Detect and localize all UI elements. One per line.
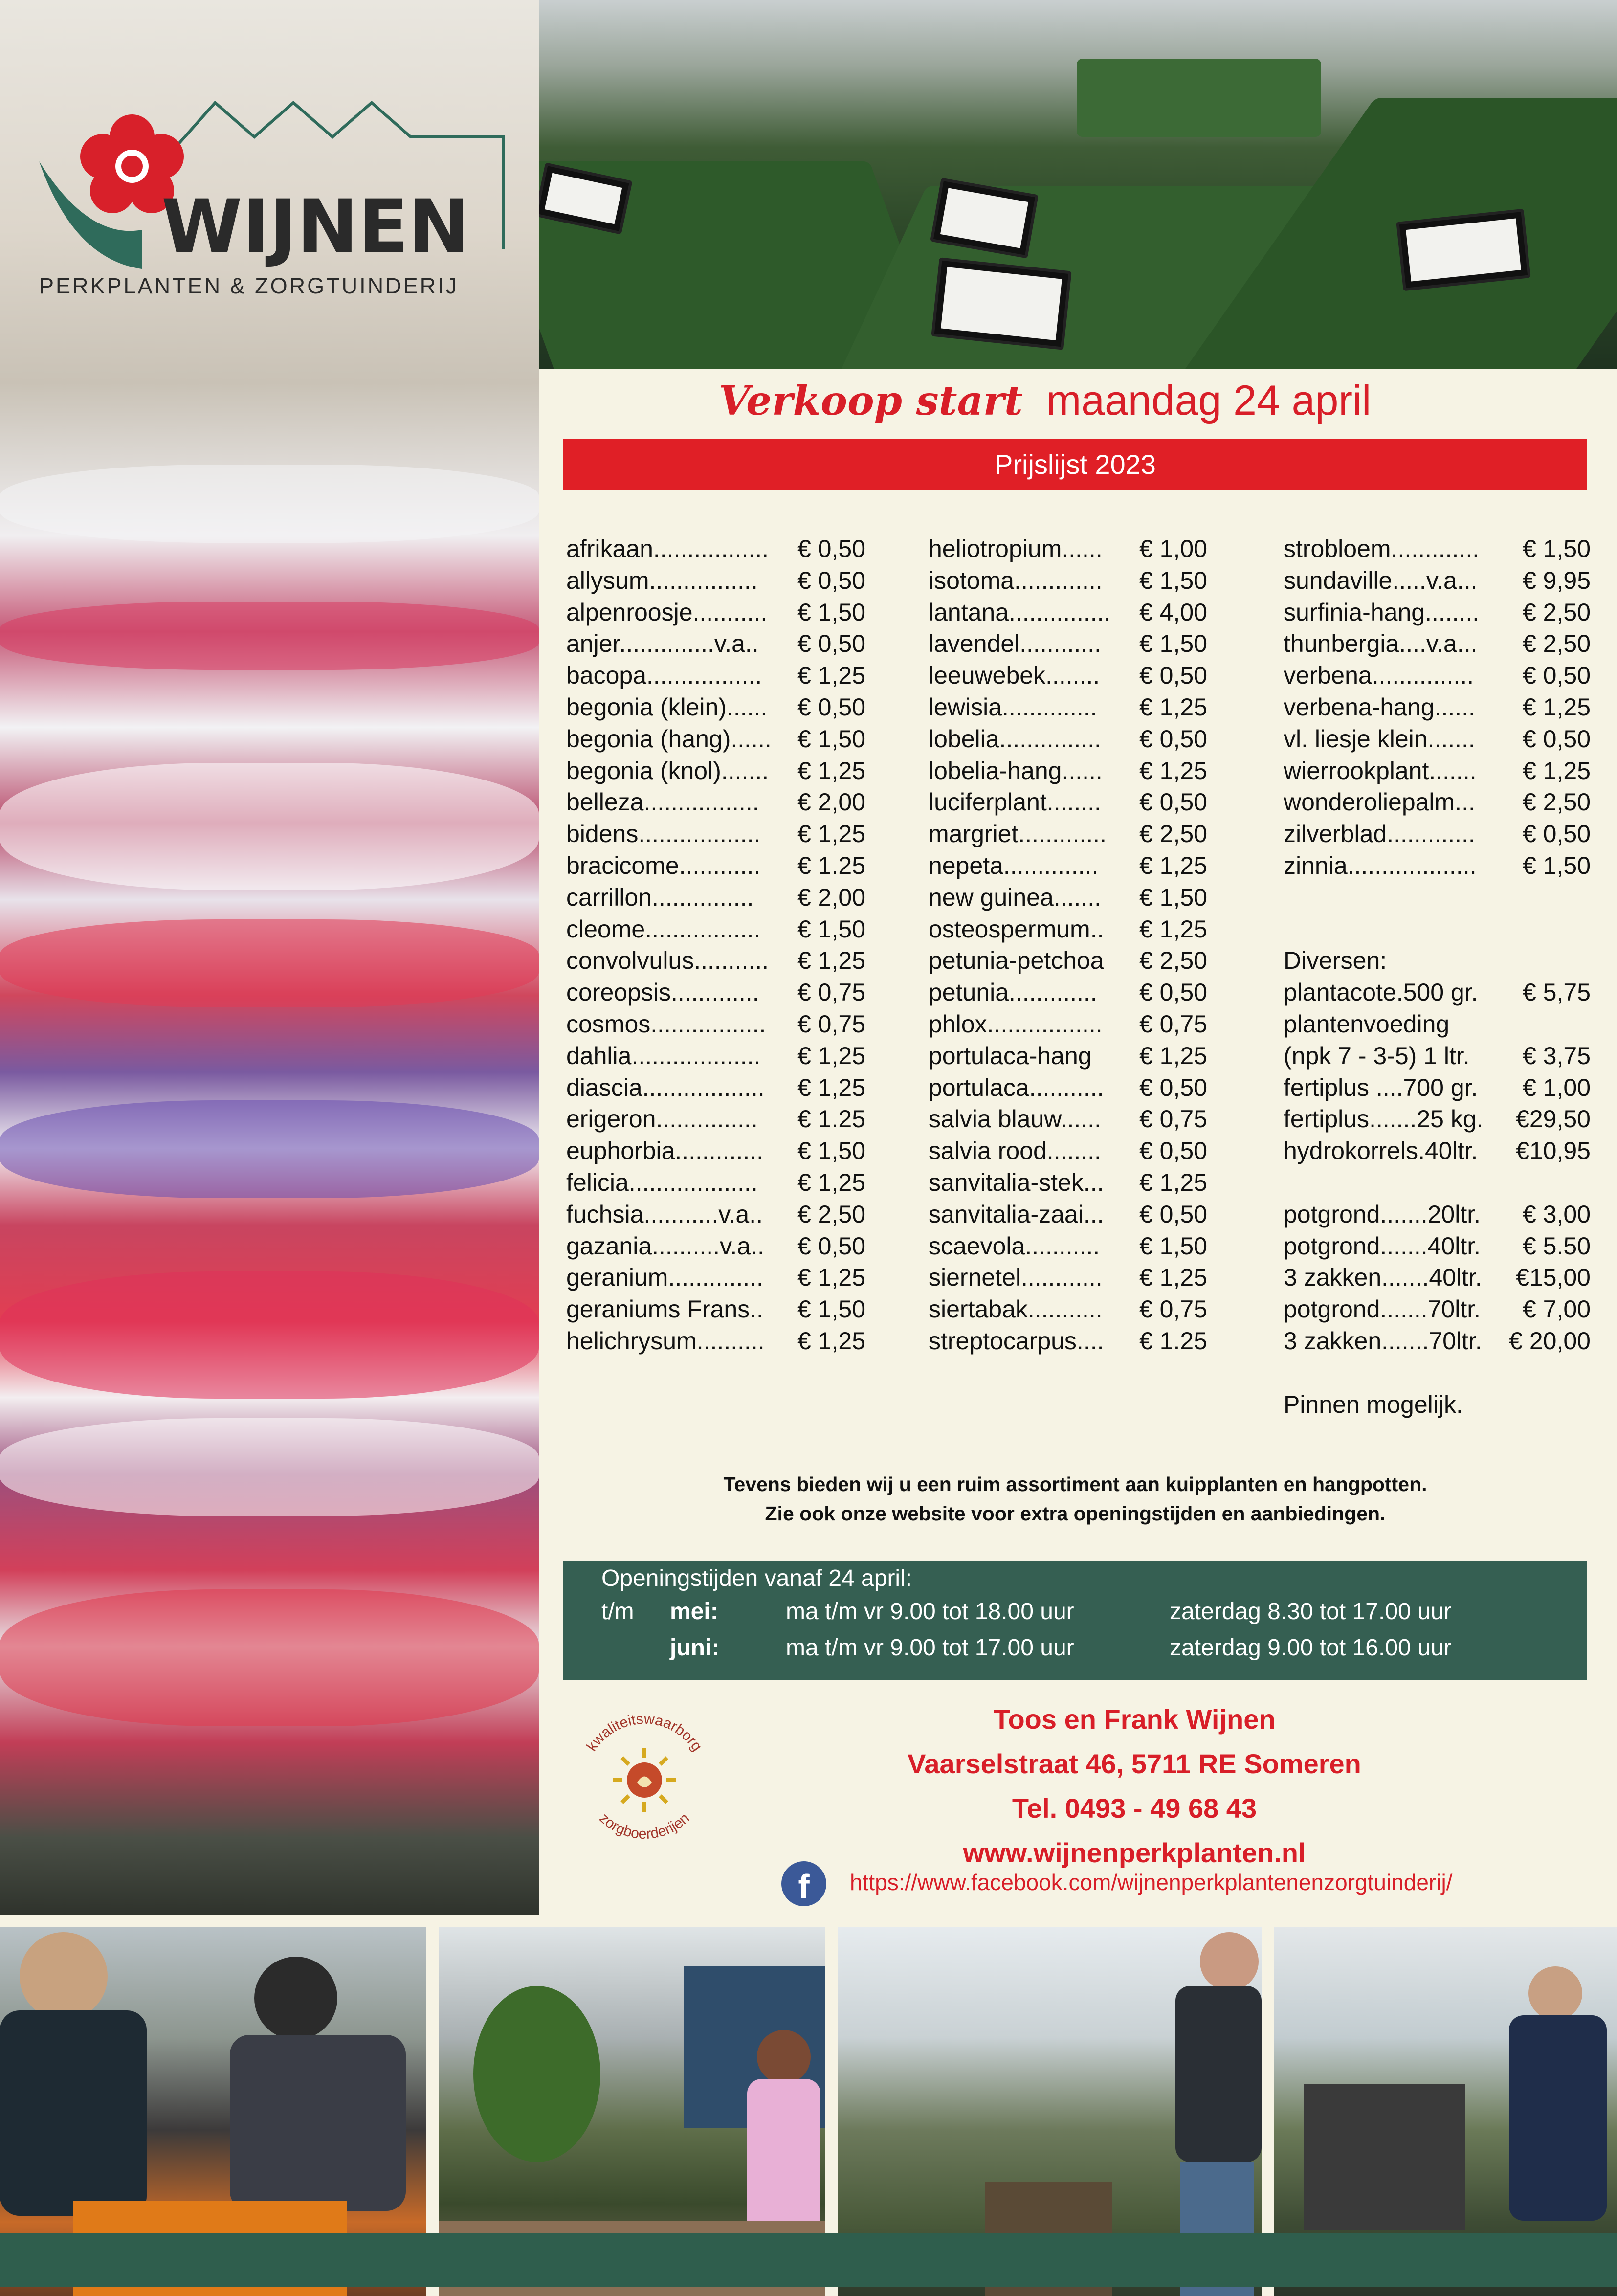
plant-price: € 1,25 bbox=[797, 1327, 865, 1355]
plant-name: coreopsis............. bbox=[566, 979, 759, 1006]
plant-name: euphorbia............. bbox=[566, 1137, 764, 1165]
plant-price: € 5.50 bbox=[1522, 1232, 1591, 1260]
plant-price: € 7,00 bbox=[1522, 1295, 1591, 1323]
plant-price: € 1,50 bbox=[1139, 883, 1207, 911]
plant-name: potgrond.......20ltr. bbox=[1284, 1200, 1481, 1228]
plant-name: begonia (klein)...... bbox=[566, 693, 768, 721]
facebook-link[interactable]: https://www.facebook.com/wijnenperkplantenenzorgtuinderij/ bbox=[850, 1870, 1453, 1895]
plant-price: € 0,50 bbox=[1139, 788, 1207, 816]
plant-name: leeuwebek........ bbox=[929, 662, 1100, 690]
plant-name: fertiplus ....700 gr. bbox=[1284, 1073, 1478, 1101]
plant-price: € 2,00 bbox=[797, 883, 865, 911]
price-row bbox=[566, 628, 865, 660]
facebook-icon[interactable]: f bbox=[781, 1861, 826, 1906]
month-june: juni: bbox=[670, 1635, 720, 1661]
phone-number: Tel. 0493 - 49 68 43 bbox=[1012, 1793, 1257, 1824]
plant-name: portulaca........... bbox=[929, 1073, 1104, 1101]
price-row bbox=[929, 1008, 1207, 1040]
may-saturday-hours: zaterdag 8.30 tot 17.00 uur bbox=[1170, 1599, 1452, 1625]
plant-name: bracicome............ bbox=[566, 851, 761, 879]
price-row bbox=[1284, 1389, 1591, 1421]
price-row bbox=[929, 1072, 1207, 1104]
plant-price: € 1,25 bbox=[1139, 757, 1207, 784]
plant-name: sanvitalia-zaai... bbox=[929, 1200, 1104, 1228]
plant-price: € 0,50 bbox=[797, 566, 865, 594]
plant-name: geraniums Frans.. bbox=[566, 1295, 763, 1323]
sale-start-date: maandag 24 april bbox=[1046, 377, 1372, 424]
price-row bbox=[1284, 818, 1591, 850]
price-row bbox=[1284, 882, 1591, 914]
plant-price: € 1,25 bbox=[797, 757, 865, 784]
price-row bbox=[929, 1167, 1207, 1199]
plant-name: diascia.................. bbox=[566, 1073, 765, 1101]
plant-name: siertabak........... bbox=[929, 1295, 1103, 1323]
plant-price: € 0,50 bbox=[797, 693, 865, 721]
plant-price: € 1,50 bbox=[1139, 566, 1207, 594]
plant-name: nepeta.............. bbox=[929, 851, 1099, 879]
plant-name: streptocarpus.... bbox=[929, 1327, 1104, 1355]
price-row bbox=[929, 1325, 1207, 1357]
plant-price: € 0,50 bbox=[1139, 1200, 1207, 1228]
quality-badge-icon bbox=[566, 1702, 723, 1858]
price-row bbox=[1284, 1325, 1591, 1357]
price-row bbox=[1284, 723, 1591, 755]
plant-name: verbena............... bbox=[1284, 662, 1474, 690]
plant-price: € 5,75 bbox=[1522, 979, 1591, 1006]
plant-price: € 0,50 bbox=[1139, 1137, 1207, 1165]
plant-name: wonderoliepalm... bbox=[1284, 788, 1475, 816]
price-row bbox=[1284, 597, 1591, 628]
price-row bbox=[1284, 850, 1591, 882]
plant-name: allysum................ bbox=[566, 566, 758, 594]
price-row bbox=[566, 1167, 865, 1199]
plant-sign bbox=[1396, 209, 1530, 291]
plant-name: new guinea....... bbox=[929, 883, 1102, 911]
plant-name: portulaca-hang bbox=[929, 1042, 1092, 1070]
month-may: mei: bbox=[670, 1599, 718, 1625]
price-row bbox=[1284, 628, 1591, 660]
price-row bbox=[929, 1040, 1207, 1072]
price-row bbox=[566, 818, 865, 850]
website-link[interactable]: www.wijnenperkplanten.nl bbox=[963, 1837, 1306, 1868]
price-row bbox=[929, 977, 1207, 1008]
plant-price: € 3,00 bbox=[1522, 1200, 1591, 1228]
june-saturday-hours: zaterdag 9.00 tot 16.00 uur bbox=[1170, 1635, 1452, 1661]
plant-name: isotoma............. bbox=[929, 566, 1103, 594]
plant-price: € 1,50 bbox=[1522, 535, 1591, 562]
price-row bbox=[1284, 786, 1591, 818]
plant-price: € 2,50 bbox=[1522, 788, 1591, 816]
plant-name: helichrysum.......... bbox=[566, 1327, 765, 1355]
plant-price: € 1,25 bbox=[797, 1073, 865, 1101]
plant-name: anjer..............v.a.. bbox=[566, 630, 759, 658]
plant-price: € 1,25 bbox=[797, 947, 865, 975]
plant-price: € 1,50 bbox=[797, 598, 865, 626]
price-row bbox=[566, 597, 865, 628]
plant-name: alpenroosje........... bbox=[566, 598, 768, 626]
plant-price: € 0,75 bbox=[1139, 1105, 1207, 1133]
price-row bbox=[1284, 533, 1591, 565]
plant-name: scaevola........... bbox=[929, 1232, 1100, 1260]
plant-name: fertiplus.......25 kg. bbox=[1284, 1105, 1484, 1133]
footer-bar bbox=[0, 2233, 1617, 2287]
plant-name: petunia-petchoa bbox=[929, 947, 1104, 975]
price-row bbox=[566, 723, 865, 755]
plant-price: € 1,25 bbox=[797, 662, 865, 690]
plant-name: zinnia................... bbox=[1284, 851, 1477, 879]
price-row bbox=[1284, 1167, 1591, 1199]
red-flower-bed-2 bbox=[0, 1589, 539, 1726]
plant-name: sundaville.....v.a... bbox=[1284, 566, 1478, 594]
price-row bbox=[566, 1262, 865, 1293]
price-row bbox=[566, 660, 865, 691]
plant-price: € 1,00 bbox=[1139, 535, 1207, 562]
plant-name: bidens.................. bbox=[566, 820, 761, 848]
plant-price: € 3,75 bbox=[1522, 1042, 1591, 1070]
price-row bbox=[566, 1008, 865, 1040]
opening-hours-prefix: t/m bbox=[601, 1599, 634, 1625]
price-row bbox=[1284, 1293, 1591, 1325]
plant-name: plantenvoeding bbox=[1284, 1010, 1450, 1038]
price-row bbox=[1284, 1072, 1591, 1104]
plant-name: salvia blauw...... bbox=[929, 1105, 1101, 1133]
june-weekday-hours: ma t/m vr 9.00 tot 17.00 uur bbox=[786, 1635, 1074, 1661]
white-flower-bed bbox=[0, 763, 539, 890]
plant-name: belleza................. bbox=[566, 788, 759, 816]
price-row bbox=[929, 914, 1207, 945]
price-row bbox=[929, 1103, 1207, 1135]
magenta-flower-bed bbox=[0, 1271, 539, 1399]
price-row bbox=[566, 1135, 865, 1167]
price-row bbox=[1284, 1008, 1591, 1040]
plant-price: € 2,50 bbox=[1522, 630, 1591, 658]
plant-name: phlox................. bbox=[929, 1010, 1103, 1038]
plant-price: € 1,25 bbox=[1522, 693, 1591, 721]
plant-price: € 0,50 bbox=[1522, 820, 1591, 848]
plant-price: € 0,50 bbox=[1522, 725, 1591, 753]
plant-price: € 1,25 bbox=[1139, 1168, 1207, 1196]
plant-name: lewisia.............. bbox=[929, 693, 1097, 721]
plant-price: € 2,50 bbox=[1139, 947, 1207, 975]
plant-price: € 1,25 bbox=[1139, 851, 1207, 879]
plant-name: sanvitalia-stek... bbox=[929, 1168, 1104, 1196]
plant-name: bacopa................. bbox=[566, 662, 762, 690]
price-row bbox=[566, 882, 865, 914]
plant-name: fuchsia...........v.a.. bbox=[566, 1200, 763, 1228]
wijnen-logo bbox=[29, 83, 509, 308]
brand-name: WIJNEN bbox=[161, 184, 470, 269]
brand-tagline: PERKPLANTEN & ZORGTUINDERIJ bbox=[39, 273, 459, 298]
plant-sign bbox=[931, 257, 1071, 350]
pink-petunias bbox=[0, 602, 539, 670]
plant-price: € 0,75 bbox=[1139, 1010, 1207, 1038]
plant-price: € 4,00 bbox=[1139, 598, 1207, 626]
greenhouse-photo bbox=[539, 0, 1617, 369]
plant-name: verbena-hang...... bbox=[1284, 693, 1475, 721]
plant-price: € 2,50 bbox=[1139, 820, 1207, 848]
assortment-info bbox=[563, 1470, 1587, 1528]
price-row bbox=[1284, 1199, 1591, 1230]
plant-price: € 0,50 bbox=[1139, 1073, 1207, 1101]
plant-price: € 0,50 bbox=[1139, 662, 1207, 690]
price-row bbox=[566, 977, 865, 1008]
plant-price: € 2,50 bbox=[1522, 598, 1591, 626]
price-column-2 bbox=[929, 533, 1207, 1357]
price-row bbox=[929, 1262, 1207, 1293]
price-row bbox=[1284, 914, 1591, 945]
price-row bbox=[566, 1230, 865, 1262]
plant-name: vl. liesje klein....... bbox=[1284, 725, 1475, 753]
plant-name: afrikaan................. bbox=[566, 535, 769, 562]
price-row bbox=[1284, 1103, 1591, 1135]
price-row bbox=[929, 850, 1207, 882]
plant-price: €15,00 bbox=[1516, 1264, 1591, 1292]
plant-name: thunbergia....v.a... bbox=[1284, 630, 1478, 658]
price-row bbox=[1284, 565, 1591, 597]
plant-name: cleome................. bbox=[566, 915, 761, 943]
plant-price: € 1,50 bbox=[797, 725, 865, 753]
sale-start-label: Verkoop start bbox=[719, 378, 1023, 424]
plant-price: € 1,25 bbox=[797, 1042, 865, 1070]
price-row bbox=[1284, 660, 1591, 691]
plant-name: begonia (knol)....... bbox=[566, 757, 769, 784]
price-row bbox=[929, 660, 1207, 691]
price-list-banner: Prijslijst 2023 bbox=[563, 439, 1587, 490]
plant-name: cosmos................. bbox=[566, 1010, 766, 1038]
white-flower-bed-2 bbox=[0, 1418, 539, 1516]
price-row bbox=[929, 723, 1207, 755]
price-row bbox=[929, 786, 1207, 818]
plant-price: € 1,25 bbox=[1139, 1264, 1207, 1292]
plant-name: salvia rood........ bbox=[929, 1137, 1101, 1165]
price-row bbox=[566, 850, 865, 882]
price-row bbox=[566, 1325, 865, 1357]
price-row bbox=[1284, 1040, 1591, 1072]
plant-price: €29,50 bbox=[1516, 1105, 1591, 1133]
price-row bbox=[566, 945, 865, 977]
plant-price: €10,95 bbox=[1516, 1137, 1591, 1165]
price-row bbox=[929, 818, 1207, 850]
plant-price: € 2,50 bbox=[797, 1200, 865, 1228]
plant-price: € 9,95 bbox=[1522, 566, 1591, 594]
plant-name: Diversen: bbox=[1284, 947, 1387, 975]
price-row bbox=[566, 533, 865, 565]
price-row bbox=[566, 914, 865, 945]
price-row bbox=[929, 691, 1207, 723]
red-flower-bed bbox=[0, 919, 539, 1007]
plant-price: € 1,50 bbox=[797, 1295, 865, 1323]
plant-name: convolvulus........... bbox=[566, 947, 769, 975]
price-row bbox=[1284, 945, 1591, 977]
price-row bbox=[1284, 1230, 1591, 1262]
price-row bbox=[566, 1040, 865, 1072]
plant-name: petunia............. bbox=[929, 979, 1097, 1006]
plant-name: geranium.............. bbox=[566, 1264, 763, 1292]
plant-price: € 0,50 bbox=[797, 535, 865, 562]
price-row bbox=[929, 565, 1207, 597]
price-row bbox=[566, 755, 865, 787]
info-line: Zie ook onze website voor extra openingstijden en aanbiedingen. bbox=[765, 1502, 1386, 1525]
price-row bbox=[1284, 1262, 1591, 1293]
white-petunias bbox=[0, 465, 539, 543]
plant-price: € 1,50 bbox=[1522, 851, 1591, 879]
plant-name: siernetel............ bbox=[929, 1264, 1103, 1292]
plant-name: 3 zakken.......40ltr. bbox=[1284, 1264, 1482, 1292]
purple-flower-bed bbox=[0, 1100, 539, 1198]
plant-name: lobelia-hang...... bbox=[929, 757, 1103, 784]
plant-price: € 20,00 bbox=[1509, 1327, 1591, 1355]
price-column-1 bbox=[566, 533, 865, 1357]
plant-price: € 1,25 bbox=[1139, 915, 1207, 943]
price-row bbox=[566, 691, 865, 723]
price-row bbox=[929, 1230, 1207, 1262]
price-row bbox=[566, 565, 865, 597]
price-row bbox=[929, 755, 1207, 787]
plant-price: € 1,25 bbox=[797, 1168, 865, 1196]
plant-name: dahlia................... bbox=[566, 1042, 761, 1070]
plant-name: wierrookplant....... bbox=[1284, 757, 1477, 784]
plant-price: € 2,00 bbox=[797, 788, 865, 816]
plant-name: strobloem............. bbox=[1284, 535, 1480, 562]
plant-price: € 1,25 bbox=[797, 1264, 865, 1292]
plant-price: € 0,75 bbox=[1139, 1295, 1207, 1323]
plant-name: lavendel............ bbox=[929, 630, 1101, 658]
plant-name: heliotropium...... bbox=[929, 535, 1103, 562]
may-weekday-hours: ma t/m vr 9.00 tot 18.00 uur bbox=[786, 1599, 1074, 1625]
plant-price: € 0,50 bbox=[1522, 662, 1591, 690]
plant-price: € 1.25 bbox=[1139, 1327, 1207, 1355]
price-row bbox=[929, 597, 1207, 628]
sale-start-headline bbox=[719, 377, 1371, 425]
plant-name: osteospermum.. bbox=[929, 915, 1104, 943]
plant-name: Pinnen mogelijk. bbox=[1284, 1390, 1463, 1418]
plant-price: € 1.25 bbox=[797, 1105, 865, 1133]
plant-name: surfinia-hang........ bbox=[1284, 598, 1480, 626]
plant-name: potgrond.......40ltr. bbox=[1284, 1232, 1481, 1260]
plant-price: € 1,25 bbox=[1139, 1042, 1207, 1070]
price-row bbox=[929, 1199, 1207, 1230]
plant-name: luciferplant........ bbox=[929, 788, 1101, 816]
owner-names: Toos en Frank Wijnen bbox=[993, 1704, 1276, 1735]
opening-hours-title: Openingstijden vanaf 24 april: bbox=[601, 1565, 912, 1591]
plant-name: hydrokorrels.40ltr. bbox=[1284, 1137, 1478, 1165]
price-row bbox=[929, 1293, 1207, 1325]
plant-name: lantana............... bbox=[929, 598, 1111, 626]
price-row bbox=[1284, 1357, 1591, 1389]
plant-name: carrillon............... bbox=[566, 883, 754, 911]
plant-price: € 0,50 bbox=[797, 1232, 865, 1260]
price-row bbox=[566, 786, 865, 818]
plant-price: € 1,25 bbox=[797, 820, 865, 848]
price-row bbox=[929, 945, 1207, 977]
plant-name: plantacote.500 gr. bbox=[1284, 979, 1478, 1006]
plant-name: zilverblad............. bbox=[1284, 820, 1475, 848]
price-row bbox=[1284, 1135, 1591, 1167]
plant-name: felicia................... bbox=[566, 1168, 758, 1196]
plant-price: € 0,75 bbox=[797, 979, 865, 1006]
price-row bbox=[566, 1293, 865, 1325]
price-row bbox=[1284, 691, 1591, 723]
plant-name: lobelia............... bbox=[929, 725, 1101, 753]
price-row bbox=[566, 1199, 865, 1230]
price-row bbox=[929, 1135, 1207, 1167]
plant-price: € 0,50 bbox=[1139, 979, 1207, 1006]
plant-name: gazania..........v.a.. bbox=[566, 1232, 764, 1260]
plant-price: € 0,75 bbox=[797, 1010, 865, 1038]
plant-price: € 1,25 bbox=[1139, 693, 1207, 721]
address: Vaarselstraat 46, 5711 RE Someren bbox=[908, 1748, 1361, 1779]
plant-price: € 1,50 bbox=[1139, 1232, 1207, 1260]
plant-price: € 1,00 bbox=[1522, 1073, 1591, 1101]
price-row bbox=[566, 1072, 865, 1104]
plant-price: € 1,50 bbox=[797, 915, 865, 943]
svg-text:zorgboerderijen: zorgboerderijen bbox=[596, 1810, 693, 1843]
price-row bbox=[1284, 755, 1591, 787]
info-line: Tevens bieden wij u een ruim assortiment aan kuipplanten en hangpotten. bbox=[723, 1473, 1427, 1495]
price-row bbox=[929, 533, 1207, 565]
plant-price: € 1,50 bbox=[797, 1137, 865, 1165]
price-column-3 bbox=[1284, 533, 1591, 1420]
plant-price: € 1.25 bbox=[797, 851, 865, 879]
plant-name: 3 zakken.......70ltr. bbox=[1284, 1327, 1482, 1355]
plant-price: € 0,50 bbox=[1139, 725, 1207, 753]
plant-name: potgrond.......70ltr. bbox=[1284, 1295, 1481, 1323]
plant-name: begonia (hang)...... bbox=[566, 725, 772, 753]
plant-name: (npk 7 - 3-5) 1 ltr. bbox=[1284, 1042, 1470, 1070]
plant-price: € 1,25 bbox=[1522, 757, 1591, 784]
plant-name: erigeron............... bbox=[566, 1105, 758, 1133]
plant-name: margriet............. bbox=[929, 820, 1107, 848]
price-row bbox=[929, 628, 1207, 660]
plant-price: € 0,50 bbox=[797, 630, 865, 658]
price-row bbox=[566, 1103, 865, 1135]
plant-price: € 1,50 bbox=[1139, 630, 1207, 658]
contact-block bbox=[763, 1697, 1506, 1875]
price-row bbox=[929, 882, 1207, 914]
price-row bbox=[1284, 977, 1591, 1008]
svg-text:kwaliteitswaarborg: kwaliteitswaarborg bbox=[583, 1711, 706, 1754]
opening-hours-box bbox=[563, 1561, 1587, 1680]
